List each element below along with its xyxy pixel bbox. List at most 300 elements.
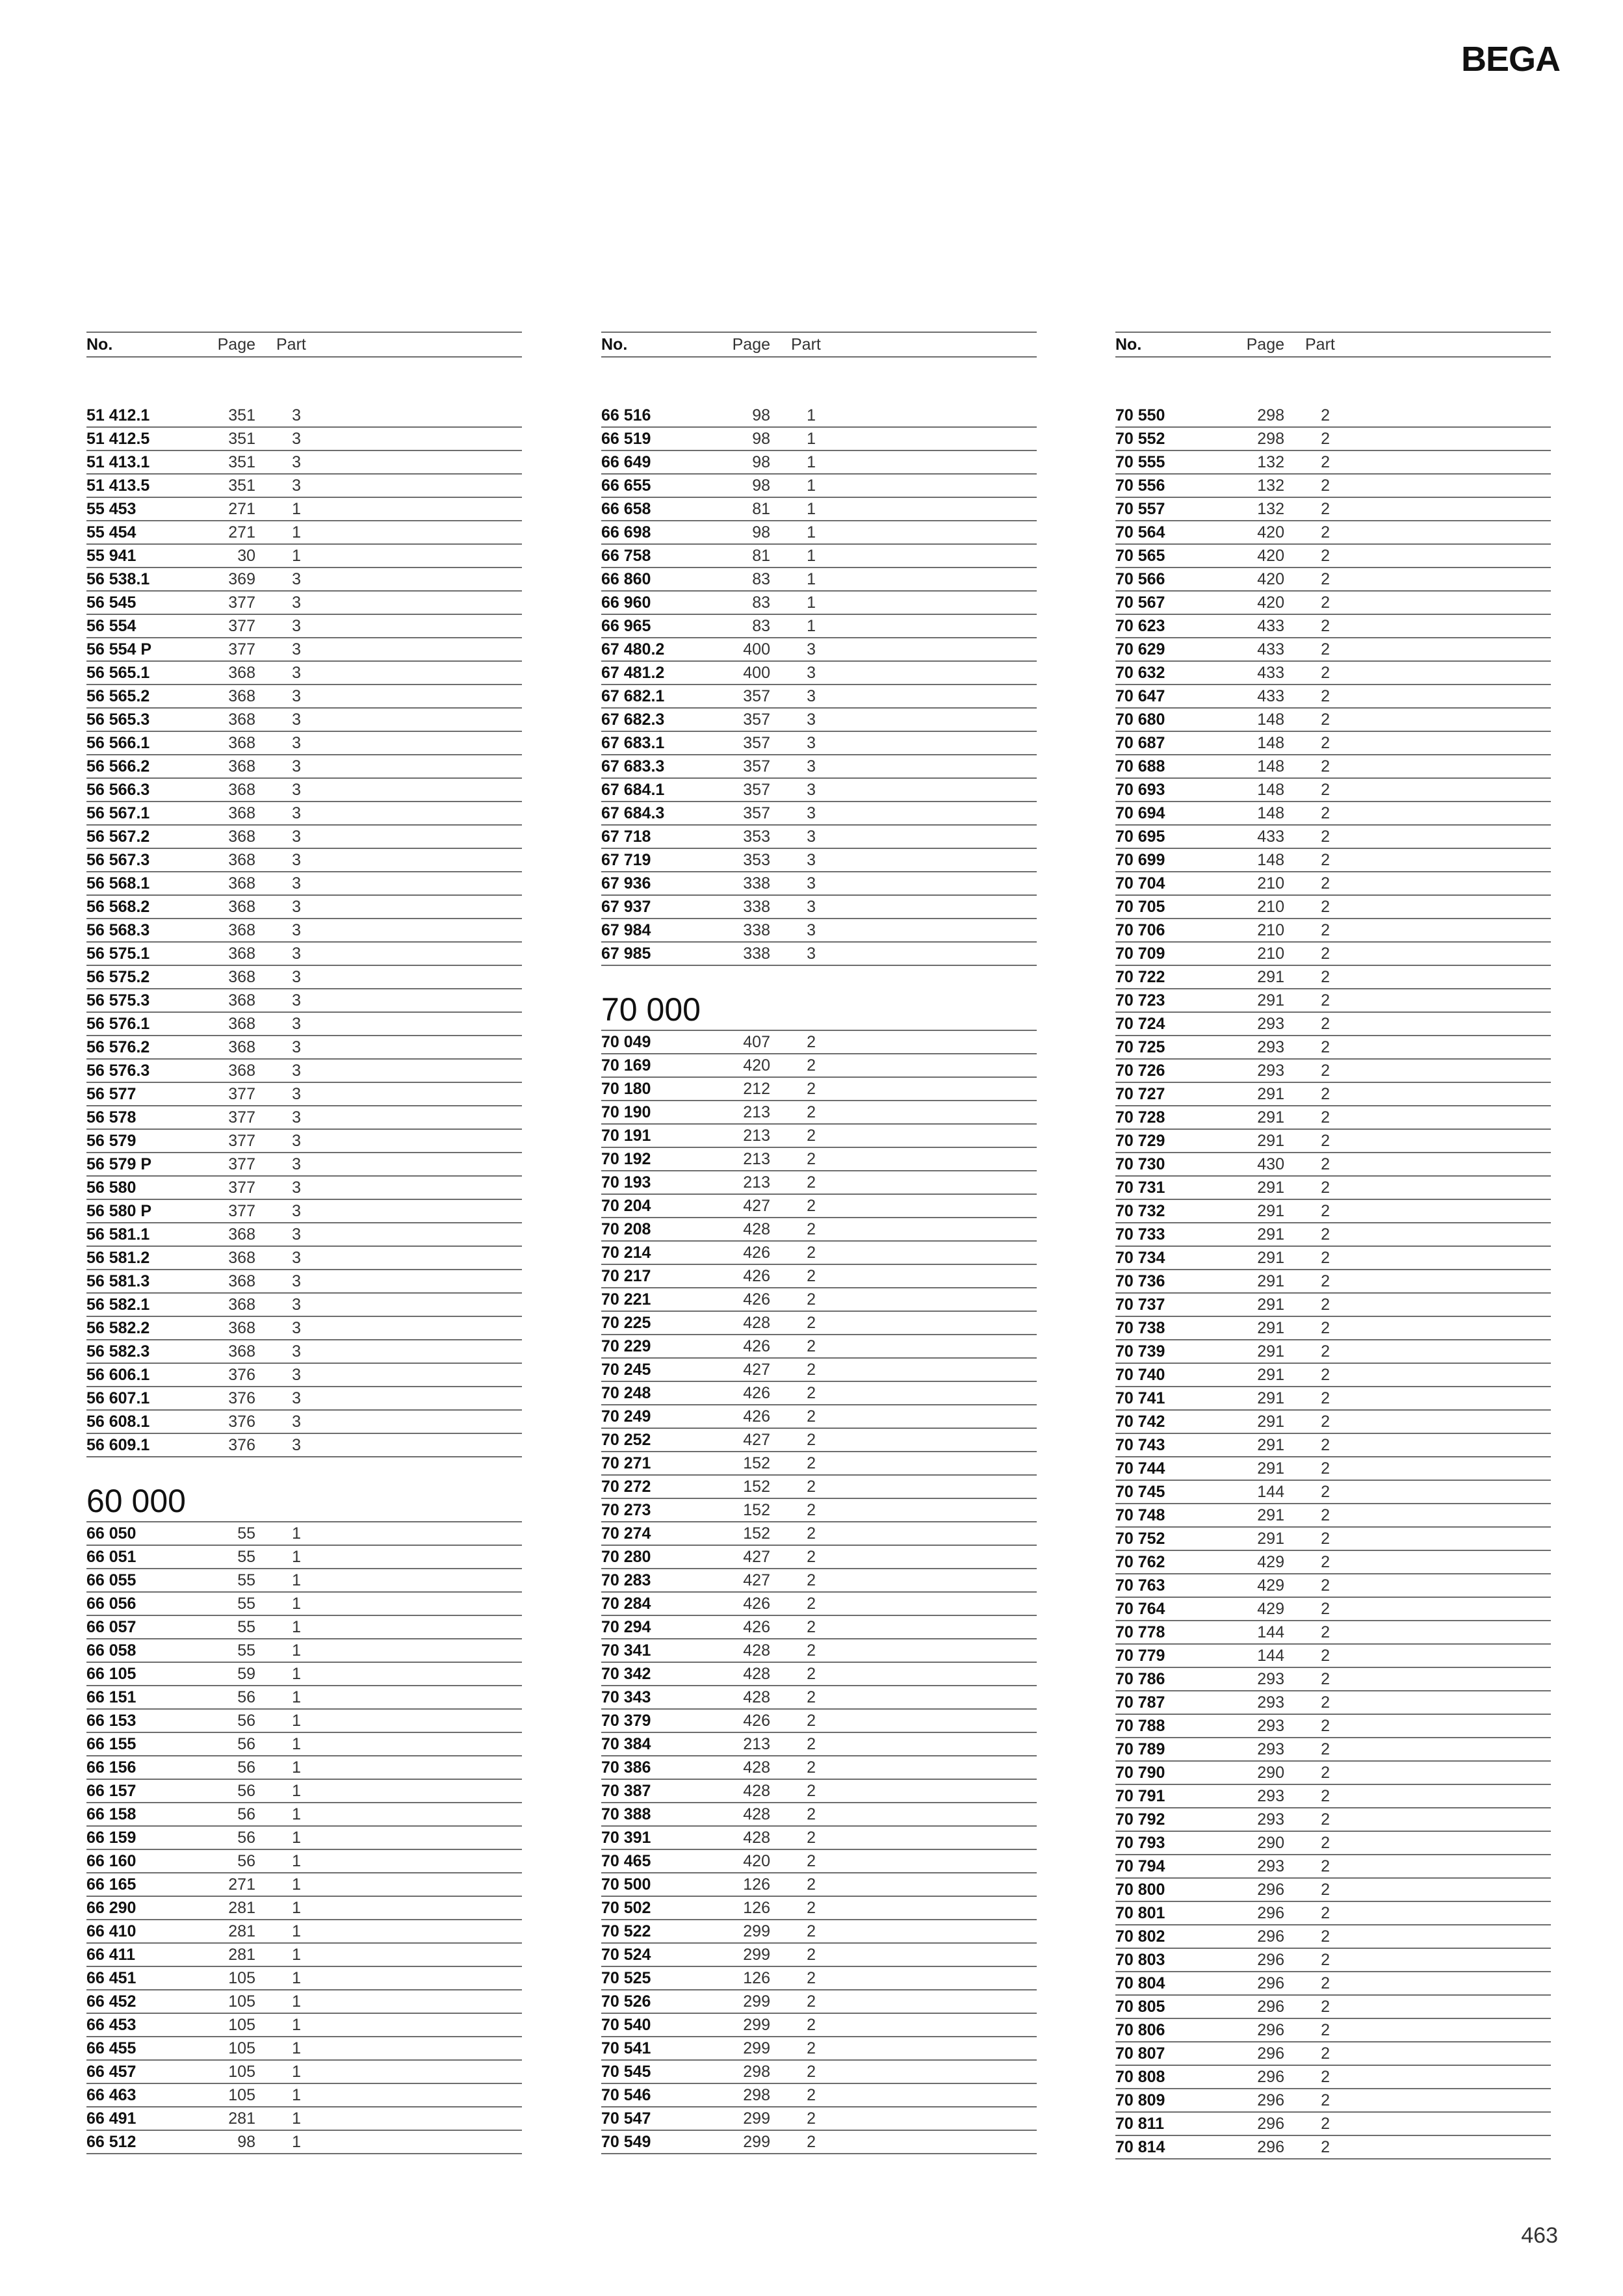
item-number: 67 684.1 xyxy=(601,781,665,799)
page-value: 426 xyxy=(743,1618,770,1636)
table-row xyxy=(601,1429,1037,1452)
part-value: 2 xyxy=(1321,430,1330,448)
item-number: 70 647 xyxy=(1115,687,1165,705)
page-value: 420 xyxy=(743,1852,770,1870)
item-number: 55 941 xyxy=(86,547,136,565)
table-row xyxy=(601,1101,1037,1125)
item-number: 70 699 xyxy=(1115,851,1165,869)
item-number: 66 965 xyxy=(601,617,651,635)
item-number: 70 680 xyxy=(1115,711,1165,729)
item-number: 56 579 P xyxy=(86,1155,152,1173)
item-number: 67 985 xyxy=(601,945,651,963)
page-value: 291 xyxy=(1257,968,1284,986)
page-value: 98 xyxy=(752,476,770,495)
table-row xyxy=(601,451,1037,475)
table-row xyxy=(1115,872,1551,896)
page-value: 132 xyxy=(1257,500,1284,518)
item-number: 70 793 xyxy=(1115,1834,1165,1852)
page-value: 210 xyxy=(1257,874,1284,893)
table-row xyxy=(1115,1621,1551,1645)
table-row xyxy=(1115,1598,1551,1621)
part-value: 2 xyxy=(1321,1483,1330,1501)
part-value: 3 xyxy=(292,781,301,799)
page-value: 368 xyxy=(228,1272,255,1290)
column-header xyxy=(1115,332,1551,358)
page-value: 291 xyxy=(1257,1249,1284,1267)
part-value: 3 xyxy=(292,1202,301,1220)
item-number: 67 682.3 xyxy=(601,711,665,729)
part-value: 2 xyxy=(1321,1459,1330,1478)
part-value: 3 xyxy=(292,1249,301,1267)
item-number: 56 567.3 xyxy=(86,851,150,869)
part-value: 2 xyxy=(807,1150,816,1168)
part-value: 2 xyxy=(807,1852,816,1870)
table-row xyxy=(1115,1411,1551,1434)
page-value: 377 xyxy=(228,617,255,635)
section-title: 60 000 xyxy=(86,1482,522,1522)
table-row xyxy=(86,1593,522,1616)
part-value: 2 xyxy=(1321,1413,1330,1431)
page-value: 426 xyxy=(743,1407,770,1426)
item-number: 70 546 xyxy=(601,2086,651,2104)
table-row xyxy=(86,826,522,849)
item-number: 70 734 xyxy=(1115,1249,1165,1267)
item-number: 56 606.1 xyxy=(86,1366,150,1384)
page-value: 433 xyxy=(1257,664,1284,682)
page-value: 293 xyxy=(1257,1717,1284,1735)
page-value: 351 xyxy=(228,430,255,448)
table-row xyxy=(1115,966,1551,989)
item-number: 66 410 xyxy=(86,1922,136,1940)
table-row xyxy=(1115,1200,1551,1223)
table-row xyxy=(86,1569,522,1593)
part-value: 2 xyxy=(1321,1062,1330,1080)
item-number: 70 808 xyxy=(1115,2068,1165,2086)
part-value: 2 xyxy=(807,1103,816,1121)
part-value: 2 xyxy=(807,1478,816,1496)
table-row xyxy=(601,521,1037,545)
table-row xyxy=(86,521,522,545)
table-row xyxy=(1115,662,1551,685)
item-number: 70 687 xyxy=(1115,734,1165,752)
table-row xyxy=(86,1967,522,1990)
table-row xyxy=(601,826,1037,849)
item-number: 51 412.1 xyxy=(86,406,150,424)
page-value: 426 xyxy=(743,1384,770,1402)
table-row xyxy=(601,1944,1037,1967)
part-value: 1 xyxy=(292,1805,301,1823)
table-row xyxy=(1115,592,1551,615)
item-number: 56 575.2 xyxy=(86,968,150,986)
table-row xyxy=(1115,1036,1551,1060)
part-value: 2 xyxy=(1321,2068,1330,2086)
part-value: 1 xyxy=(292,2086,301,2104)
item-number: 70 545 xyxy=(601,2063,651,2081)
page-value: 376 xyxy=(228,1413,255,1431)
part-value: 3 xyxy=(292,430,301,448)
page-value: 296 xyxy=(1257,2138,1284,2156)
page-value: 126 xyxy=(743,1969,770,1987)
item-number: 70 249 xyxy=(601,1407,651,1426)
item-number: 66 165 xyxy=(86,1875,136,1894)
table-row xyxy=(86,1130,522,1153)
item-number: 67 683.1 xyxy=(601,734,665,752)
page-value: 210 xyxy=(1257,898,1284,916)
table-row xyxy=(601,1593,1037,1616)
part-value: 2 xyxy=(1321,1647,1330,1665)
item-number: 70 557 xyxy=(1115,500,1165,518)
item-number: 70 567 xyxy=(1115,594,1165,612)
page-value: 105 xyxy=(228,1969,255,1987)
item-number: 66 512 xyxy=(86,2133,136,2151)
page-value: 357 xyxy=(743,781,770,799)
page-value: 427 xyxy=(743,1361,770,1379)
part-value: 3 xyxy=(292,1179,301,1197)
part-value: 1 xyxy=(292,1712,301,1730)
item-number: 67 984 xyxy=(601,921,651,939)
table-row xyxy=(601,1663,1037,1686)
table-row xyxy=(1115,709,1551,732)
brand-logo: BEGA xyxy=(1461,40,1560,79)
table-row xyxy=(1115,475,1551,498)
item-number: 70 388 xyxy=(601,1805,651,1823)
part-value: 2 xyxy=(1321,1951,1330,1969)
page-value: 426 xyxy=(743,1595,770,1613)
page-value: 293 xyxy=(1257,1038,1284,1056)
table-row xyxy=(601,2107,1037,2131)
page-value: 296 xyxy=(1257,1998,1284,2016)
part-value: 3 xyxy=(292,757,301,776)
part-value: 3 xyxy=(807,828,816,846)
page-value: 296 xyxy=(1257,2068,1284,2086)
part-value: 2 xyxy=(807,2016,816,2034)
item-number: 66 155 xyxy=(86,1735,136,1753)
item-number: 70 706 xyxy=(1115,921,1165,939)
part-value: 2 xyxy=(1321,945,1330,963)
item-number: 70 791 xyxy=(1115,1787,1165,1805)
part-value: 2 xyxy=(1321,1272,1330,1290)
table-row xyxy=(1115,1925,1551,1949)
part-value: 1 xyxy=(292,1571,301,1589)
page-value: 56 xyxy=(237,1829,255,1847)
page-value: 291 xyxy=(1257,1389,1284,1407)
item-number: 56 577 xyxy=(86,1085,136,1103)
part-value: 3 xyxy=(807,664,816,682)
part-value: 3 xyxy=(292,945,301,963)
page-value: 281 xyxy=(228,1899,255,1917)
page-value: 293 xyxy=(1257,1740,1284,1758)
part-value: 3 xyxy=(292,991,301,1010)
item-number: 70 391 xyxy=(601,1829,651,1847)
page-value: 271 xyxy=(228,1875,255,1894)
item-number: 70 807 xyxy=(1115,2044,1165,2063)
part-value: 2 xyxy=(1321,640,1330,659)
item-number: 70 294 xyxy=(601,1618,651,1636)
page-value: 368 xyxy=(228,1062,255,1080)
item-number: 56 565.2 xyxy=(86,687,150,705)
table-row xyxy=(86,1686,522,1710)
table-row xyxy=(601,1616,1037,1639)
page-value: 298 xyxy=(743,2063,770,2081)
part-value: 2 xyxy=(1321,1787,1330,1805)
page-value: 132 xyxy=(1257,476,1284,495)
item-number: 56 576.2 xyxy=(86,1038,150,1056)
item-number: 67 684.3 xyxy=(601,804,665,822)
page-value: 56 xyxy=(237,1782,255,1800)
page-value: 210 xyxy=(1257,945,1284,963)
table-row xyxy=(601,919,1037,943)
table-row xyxy=(1115,755,1551,779)
item-number: 66 151 xyxy=(86,1688,136,1706)
part-value: 3 xyxy=(292,1319,301,1337)
table-row xyxy=(1115,1457,1551,1481)
table-row xyxy=(601,1312,1037,1335)
table-row xyxy=(86,779,522,802)
item-number: 70 762 xyxy=(1115,1553,1165,1571)
item-number: 70 695 xyxy=(1115,828,1165,846)
part-value: 2 xyxy=(1321,476,1330,495)
page-value: 296 xyxy=(1257,1974,1284,1992)
table-row xyxy=(86,615,522,638)
part-value: 2 xyxy=(807,2133,816,2151)
table-row xyxy=(601,475,1037,498)
table-row xyxy=(1115,1715,1551,1738)
page-value: 368 xyxy=(228,734,255,752)
part-value: 3 xyxy=(292,1272,301,1290)
part-value: 2 xyxy=(1321,570,1330,588)
page-value: 338 xyxy=(743,874,770,893)
page-value: 433 xyxy=(1257,617,1284,635)
part-value: 2 xyxy=(807,1829,816,1847)
item-number: 70 779 xyxy=(1115,1647,1165,1665)
page-value: 426 xyxy=(743,1337,770,1355)
page-value: 299 xyxy=(743,1922,770,1940)
table-row xyxy=(86,498,522,521)
table-row xyxy=(601,2084,1037,2107)
item-number: 66 411 xyxy=(86,1946,136,1964)
part-value: 2 xyxy=(1321,453,1330,471)
table-row xyxy=(86,1733,522,1756)
table-row xyxy=(1115,1013,1551,1036)
page-value: 291 xyxy=(1257,1179,1284,1197)
page-value: 407 xyxy=(743,1033,770,1051)
page-value: 420 xyxy=(1257,594,1284,612)
item-number: 70 723 xyxy=(1115,991,1165,1010)
page-value: 291 xyxy=(1257,1319,1284,1337)
page-value: 55 xyxy=(237,1595,255,1613)
item-number: 70 748 xyxy=(1115,1506,1165,1524)
item-number: 70 806 xyxy=(1115,2021,1165,2039)
item-number: 56 568.3 xyxy=(86,921,150,939)
page-value: 291 xyxy=(1257,1132,1284,1150)
page-value: 299 xyxy=(743,2133,770,2151)
page-value: 55 xyxy=(237,1641,255,1660)
table-row xyxy=(1115,498,1551,521)
table-row xyxy=(1115,779,1551,802)
page-value: 368 xyxy=(228,711,255,729)
item-number: 70 739 xyxy=(1115,1342,1165,1361)
table-row xyxy=(86,919,522,943)
page-value: 56 xyxy=(237,1735,255,1753)
item-number: 70 732 xyxy=(1115,1202,1165,1220)
table-row xyxy=(601,1710,1037,1733)
page-value: 98 xyxy=(752,453,770,471)
page-value: 430 xyxy=(1257,1155,1284,1173)
item-number: 70 726 xyxy=(1115,1062,1165,1080)
table-row xyxy=(601,1476,1037,1499)
page-value: 299 xyxy=(743,1946,770,1964)
table-row xyxy=(601,709,1037,732)
part-value: 1 xyxy=(292,1852,301,1870)
table-row xyxy=(1115,1808,1551,1832)
page-value: 377 xyxy=(228,1155,255,1173)
part-value: 1 xyxy=(292,1899,301,1917)
part-value: 2 xyxy=(807,1173,816,1192)
table-row xyxy=(1115,568,1551,592)
item-number: 70 502 xyxy=(601,1899,651,1917)
part-value: 3 xyxy=(292,851,301,869)
item-number: 70 208 xyxy=(601,1220,651,1238)
item-number: 70 386 xyxy=(601,1758,651,1777)
item-number: 66 157 xyxy=(86,1782,136,1800)
part-value: 2 xyxy=(807,1618,816,1636)
item-number: 67 718 xyxy=(601,828,651,846)
page-value: 427 xyxy=(743,1197,770,1215)
page-value: 368 xyxy=(228,874,255,893)
table-row xyxy=(601,1171,1037,1195)
part-value: 1 xyxy=(807,453,816,471)
page-value: 56 xyxy=(237,1758,255,1777)
part-value: 2 xyxy=(1321,617,1330,635)
item-number: 56 580 P xyxy=(86,1202,152,1220)
table-row xyxy=(1115,1223,1551,1247)
page-value: 428 xyxy=(743,1688,770,1706)
page-value: 299 xyxy=(743,2016,770,2034)
part-value: 3 xyxy=(292,640,301,659)
part-value: 1 xyxy=(292,1922,301,1940)
section-title: 70 000 xyxy=(601,991,1037,1031)
table-row xyxy=(86,1616,522,1639)
part-value: 3 xyxy=(292,1062,301,1080)
item-number: 70 342 xyxy=(601,1665,651,1683)
page-value: 351 xyxy=(228,476,255,495)
part-value: 2 xyxy=(807,1665,816,1683)
part-value: 3 xyxy=(292,874,301,893)
page-value: 56 xyxy=(237,1852,255,1870)
page-value: 293 xyxy=(1257,1062,1284,1080)
page-value: 291 xyxy=(1257,1296,1284,1314)
part-value: 3 xyxy=(292,453,301,471)
item-number: 70 169 xyxy=(601,1056,651,1075)
table-row xyxy=(86,404,522,428)
item-number: 51 412.5 xyxy=(86,430,150,448)
header-part: Part xyxy=(1305,335,1335,354)
page-value: 368 xyxy=(228,1296,255,1314)
part-value: 3 xyxy=(807,945,816,963)
part-value: 3 xyxy=(292,1296,301,1314)
page-value: 369 xyxy=(228,570,255,588)
table-row xyxy=(1115,919,1551,943)
item-number: 56 566.1 xyxy=(86,734,150,752)
page-value: 291 xyxy=(1257,1366,1284,1384)
part-value: 1 xyxy=(292,2063,301,2081)
table-row xyxy=(1115,1785,1551,1808)
table-row xyxy=(601,1780,1037,1803)
table-row xyxy=(86,568,522,592)
table-row xyxy=(601,615,1037,638)
part-value: 2 xyxy=(1321,547,1330,565)
item-number: 66 453 xyxy=(86,2016,136,2034)
page-value: 420 xyxy=(1257,523,1284,541)
page-value: 368 xyxy=(228,757,255,776)
table-row xyxy=(1115,2066,1551,2089)
part-value: 2 xyxy=(807,1384,816,1402)
page-value: 428 xyxy=(743,1314,770,1332)
page-value: 148 xyxy=(1257,851,1284,869)
page-value: 210 xyxy=(1257,921,1284,939)
page-value: 368 xyxy=(228,664,255,682)
item-number: 70 788 xyxy=(1115,1717,1165,1735)
item-number: 70 547 xyxy=(601,2109,651,2128)
table-row xyxy=(601,1242,1037,1265)
index-column-1 xyxy=(86,332,522,2154)
page-value: 400 xyxy=(743,640,770,659)
table-row xyxy=(86,428,522,451)
table-row xyxy=(1115,1762,1551,1785)
item-number: 70 738 xyxy=(1115,1319,1165,1337)
table-row xyxy=(86,1920,522,1944)
table-row xyxy=(601,1733,1037,1756)
part-value: 2 xyxy=(1321,851,1330,869)
part-value: 1 xyxy=(292,500,301,518)
page-value: 433 xyxy=(1257,687,1284,705)
item-number: 66 519 xyxy=(601,430,651,448)
table-row xyxy=(1115,1340,1551,1364)
page-value: 368 xyxy=(228,898,255,916)
item-number: 70 733 xyxy=(1115,1225,1165,1244)
page-value: 55 xyxy=(237,1524,255,1543)
page-value: 296 xyxy=(1257,2091,1284,2109)
item-number: 70 229 xyxy=(601,1337,651,1355)
part-value: 1 xyxy=(807,594,816,612)
part-value: 2 xyxy=(1321,2021,1330,2039)
column-body xyxy=(1115,404,1551,2159)
table-row xyxy=(1115,732,1551,755)
item-number: 56 581.3 xyxy=(86,1272,150,1290)
item-number: 70 284 xyxy=(601,1595,651,1613)
item-number: 56 575.3 xyxy=(86,991,150,1010)
table-row xyxy=(1115,1855,1551,1879)
item-number: 66 056 xyxy=(86,1595,136,1613)
page-value: 55 xyxy=(237,1571,255,1589)
table-row xyxy=(601,2061,1037,2084)
item-number: 70 214 xyxy=(601,1244,651,1262)
part-value: 2 xyxy=(1321,828,1330,846)
page-value: 291 xyxy=(1257,1202,1284,1220)
page-value: 291 xyxy=(1257,1272,1284,1290)
item-number: 70 180 xyxy=(601,1080,651,1098)
page-value: 296 xyxy=(1257,1951,1284,1969)
page-value: 271 xyxy=(228,500,255,518)
item-number: 66 491 xyxy=(86,2109,136,2128)
page-value: 427 xyxy=(743,1431,770,1449)
table-row xyxy=(601,592,1037,615)
item-number: 70 802 xyxy=(1115,1927,1165,1946)
page-value: 377 xyxy=(228,1108,255,1127)
part-value: 2 xyxy=(807,1969,816,1987)
item-number: 70 693 xyxy=(1115,781,1165,799)
part-value: 2 xyxy=(807,1524,816,1543)
